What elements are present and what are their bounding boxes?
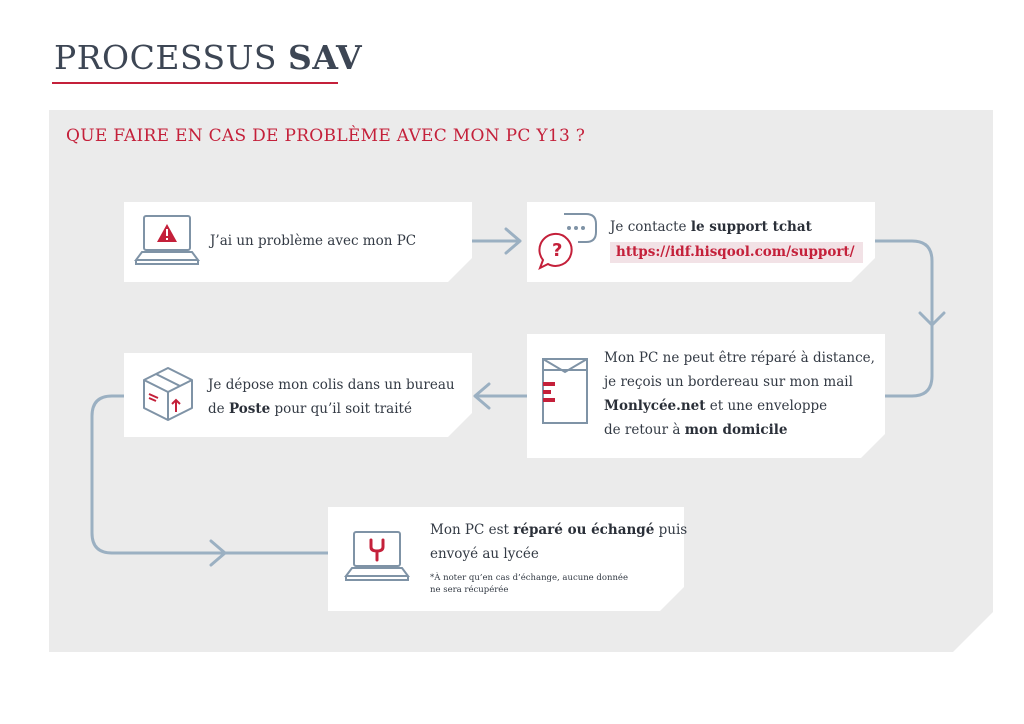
step3-text [604,346,875,442]
arrow-step2-to-step3 [875,241,944,325]
step5-footnote [430,572,628,596]
step3-line2: je reçois un bordereau sur mon mail [604,374,853,390]
step3-line3-bold: Monlycée.net [604,398,706,414]
step4-line2-bold: Poste [228,401,271,417]
chat-question-icon [534,208,600,274]
step3-line4-prefix: de retour à [604,422,685,438]
step3-line3 [604,394,875,418]
laptop-warning-icon [134,214,200,270]
step4-line2 [208,397,455,421]
arrow-step3-to-step4-head [475,384,527,408]
step4-line1: Je dépose mon colis dans un bureau [208,377,455,393]
parcel-box-icon [140,364,196,424]
step3-line3-rest: et une enveloppe [705,398,828,414]
arrow-step3-to-step4 [885,325,932,396]
step5-line1-prefix: Mon PC est [430,522,514,538]
step4-line2-rest: pour qu’il soit traité [270,401,412,417]
title-regular: PROCESSUS [54,38,288,77]
step3-line4-bold: mon domicile [684,422,788,438]
step5-line1-rest: puis [654,522,688,538]
title-bold: SAV [288,38,363,77]
process-subtitle: QUE FAIRE EN CAS DE PROBLÈME AVEC MON PC Y13 ? [66,126,586,146]
step2-text-prefix: Je contacte [610,219,691,235]
step5-text [430,518,687,566]
step4-line2-prefix: de [208,401,229,417]
step5-line1 [430,518,687,542]
step1-text: J’ai un problème avec mon PC [210,233,417,249]
step3-line1: Mon PC ne peut être réparé à distance, [604,350,875,366]
step5-line1-bold: réparé ou échangé [513,522,655,538]
laptop-repaired-icon [344,530,410,586]
step5-note-line2: ne sera récupérée [430,585,509,595]
step5-line2: envoyé au lycée [430,546,539,562]
svg-text:?: ? [552,240,563,261]
envelope-icon [540,356,590,426]
step5-note-line1: *À noter qu’en cas d’échange, aucune donnée [430,573,628,583]
step3-line4 [604,418,875,442]
step2-text [610,215,812,239]
arrow-step1-to-step2 [472,229,520,253]
support-url-link[interactable]: https://idf.hisqool.com/support/ [610,242,863,263]
step2-text-bold: le support tchat [690,219,812,235]
step4-text [208,373,455,421]
